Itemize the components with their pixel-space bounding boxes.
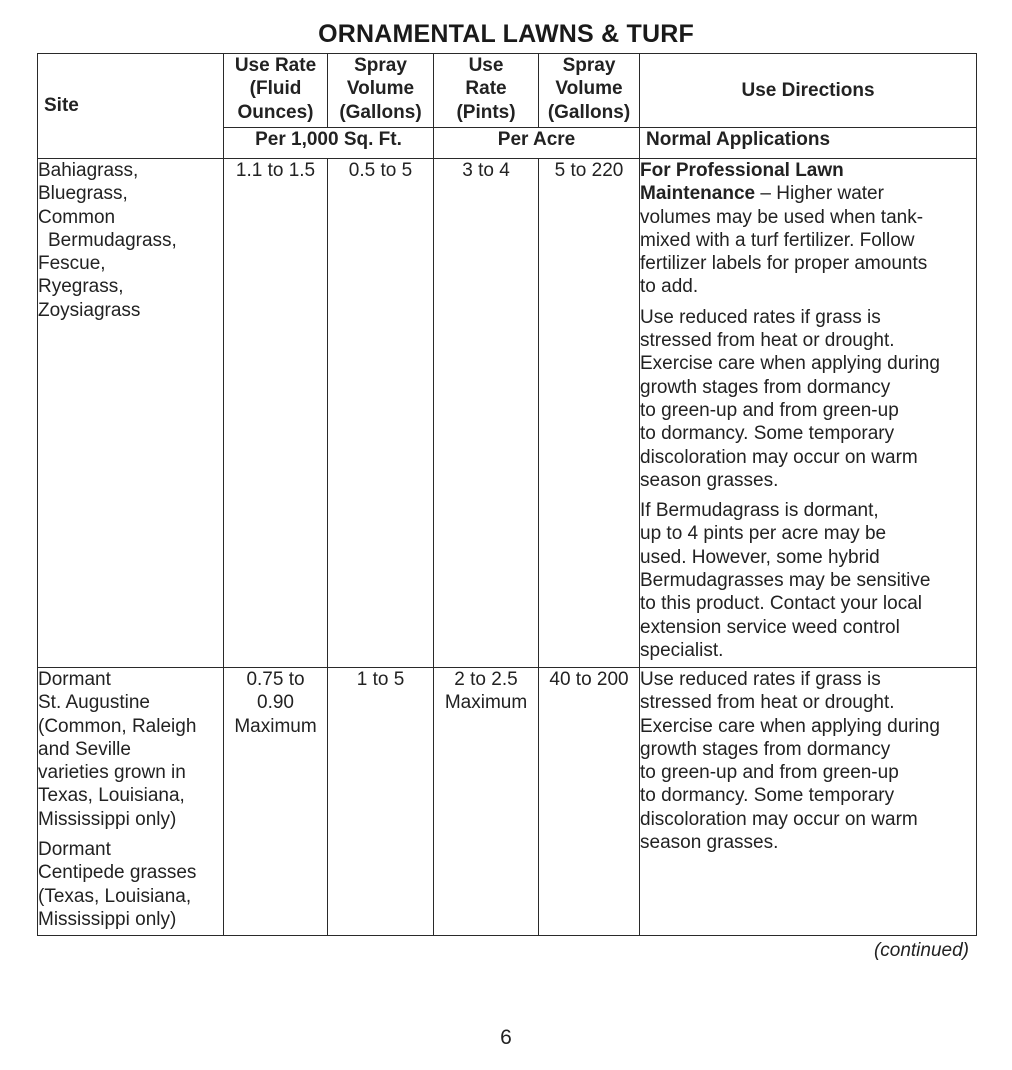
- header-per-1000-sq-ft: Per 1,000 Sq. Ft.: [224, 128, 434, 159]
- directions-paragraph: Use reduced rates if grass is stressed from heat or drought. Exercise care when applying during growth stages from dormancy to green-up and from green-up to dormancy. Some temporary discoloration may occur on warm season grasses.: [640, 306, 940, 491]
- table-row: [38, 159, 977, 668]
- page-title: ORNAMENTAL LAWNS & TURF: [318, 20, 694, 48]
- continued-note: (continued): [873, 940, 969, 961]
- header-use-rate-fl-oz: Use Rate (Fluid Ounces): [224, 54, 328, 128]
- page-number: 6: [500, 1026, 512, 1049]
- spray-volume-1000-cell: 1 to 5: [328, 668, 434, 936]
- lawns-turf-table: [37, 53, 977, 936]
- site-cell: Bahiagrass, Bluegrass, Common Bermudagrass, Fescue, Ryegrass, Zoysiagrass: [38, 159, 224, 668]
- header-site: Site: [38, 54, 224, 159]
- use-rate-pints-cell: 2 to 2.5 Maximum: [434, 668, 539, 936]
- spray-volume-acre-cell: 5 to 220: [539, 159, 640, 668]
- spray-volume-acre-cell: 40 to 200: [539, 668, 640, 936]
- use-directions-cell: [640, 668, 977, 936]
- directions-paragraph: If Bermudagrass is dormant, up to 4 pints per acre may be used. However, some hybrid Bermudagrasses may be sensitive to this product. Contact your local extension service weed control specialist.: [640, 500, 931, 661]
- use-rate-fl-oz-cell: 0.75 to 0.90 Maximum: [224, 668, 328, 936]
- table-row: [38, 668, 977, 936]
- site-cell: Dormant St. Augustine (Common, Raleigh and Seville varieties grown in Texas, Louisiana, Mississippi only) Dormant Centipede grasses (Texas, Louisiana, Mississippi only): [38, 668, 224, 936]
- spray-volume-1000-cell: 0.5 to 5: [328, 159, 434, 668]
- directions-paragraph: Use reduced rates if grass is stressed from heat or drought. Exercise care when applying during growth stages from dormancy to green-up and from green-up to dormancy. Some temporary discoloration may occur on warm season grasses.: [640, 669, 940, 854]
- header-use-rate-pints: Use Rate (Pints): [434, 54, 539, 128]
- header-per-acre: Per Acre: [434, 128, 640, 159]
- use-directions-cell: [640, 159, 977, 668]
- use-rate-fl-oz-cell: 1.1 to 1.5: [224, 159, 328, 668]
- header-normal-applications: Normal Applications: [640, 128, 977, 159]
- header-use-directions: Use Directions: [640, 54, 977, 128]
- use-rate-pints-cell: 3 to 4: [434, 159, 539, 668]
- header-spray-volume-1: Spray Volume (Gallons): [328, 54, 434, 128]
- header-spray-volume-2: Spray Volume (Gallons): [539, 54, 640, 128]
- directions-paragraph: For Professional Lawn Maintenance – Higher water volumes may be used when tank- mixed with a turf fertilizer. Follow fertilizer labels for proper amounts to add.: [640, 160, 928, 298]
